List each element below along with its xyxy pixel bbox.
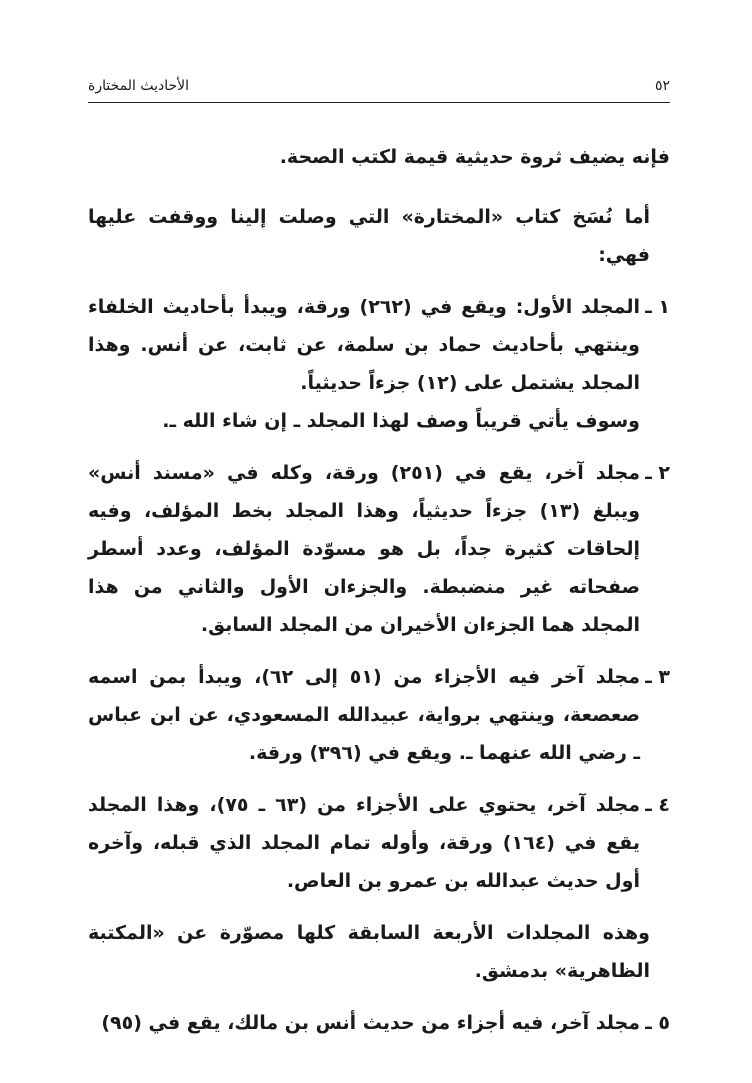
list-item: [88, 288, 670, 440]
list-item: [88, 454, 670, 644]
lead-paragraph: أما نُسَخ كتاب «المختارة» التي وصلت إلينا ووقفت عليها فهي:: [88, 206, 650, 266]
list-item: [88, 786, 670, 900]
intro-paragraph: فإنه يضيف ثروة حديثية قيمة لكتب الصحة.: [279, 146, 670, 168]
page-number: ٥٢: [654, 78, 670, 94]
running-title: الأحاديث المختارة: [88, 78, 189, 94]
item-number: ٤ ـ: [645, 794, 670, 816]
item-number: ٣ ـ: [645, 666, 670, 688]
list-item: [88, 1004, 670, 1042]
item-text: مجلد آخر فيه الأجزاء من (٥١ إلى ٦٢)، ويبدأ بمن اسمه صعصعة، وينتهي برواية، عبيدالله المسعودي، عن ابن عباس ـ رضي الله عنهما ـ. ويقع في (٣٩٦) ورقة.: [88, 666, 640, 764]
item-text: مجلد آخر، فيه أجزاء من حديث أنس بن مالك، يقع في (٩٥): [101, 1012, 640, 1034]
item-subnote: وسوف يأتي قريباً وصف لهذا المجلد ـ إن شاء الله ـ.: [162, 410, 640, 432]
item-number: ٥ ـ: [645, 1012, 670, 1034]
item-text: المجلد الأول: ويقع في (٢٦٢) ورقة، ويبدأ بأحاديث الخلفاء وينتهي بأحاديث حماد بن سلمة، عن ثابت، عن أنس. وهذا المجلد يشتمل على (١٢) جزءاً حديثياً.: [88, 296, 640, 394]
item-number: ٢ ـ: [645, 462, 670, 484]
list-item: [88, 658, 670, 772]
running-header: [88, 72, 670, 103]
item-text: مجلد آخر، يقع في (٢٥١) ورقة، وكله في «مسند أنس» ويبلغ (١٣) جزءاً حديثياً، وهذا المجلد بخط المؤلف، وفيه إلحاقات كثيرة جداً، بل هو مسوّدة المؤلف، وعدد أسطر صفحاته غير منضبطة. والجزءان الأول والثاني من هذا المجلد هما الجزءان الأخيران من المجلد السابق.: [88, 462, 641, 636]
item-text: مجلد آخر، يحتوي على الأجزاء من (٦٣ ـ ٧٥)، وهذا المجلد يقع في (١٦٤) ورقة، وأوله تمام المجلد الذي قبله، وآخره أول حديث عبدالله بن عمرو بن العاص.: [88, 794, 640, 892]
item-number: ١ ـ: [645, 296, 670, 318]
note-paragraph: وهذه المجلدات الأربعة السابقة كلها مصوّرة عن «المكتبة الظاهرية» بدمشق.: [88, 922, 650, 982]
page-body: [88, 138, 670, 1056]
